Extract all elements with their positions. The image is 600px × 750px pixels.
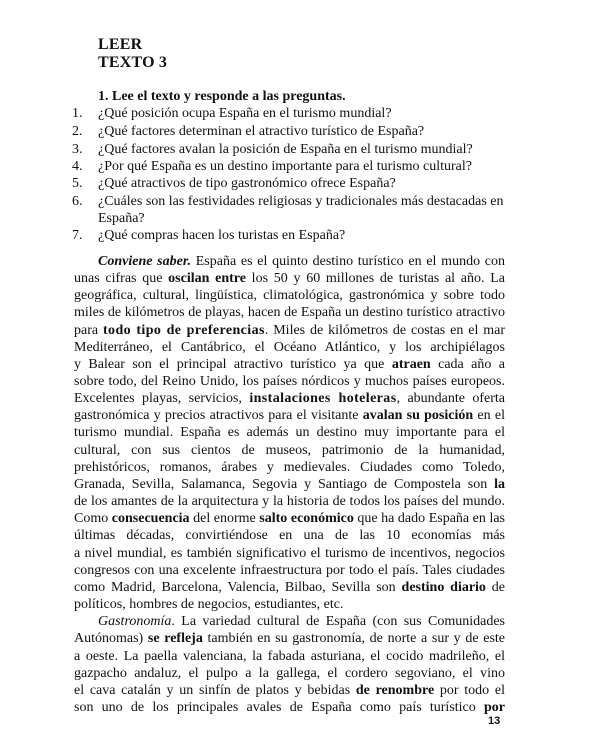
question-text: ¿Qué factores determinan el atractivo turístico de España? bbox=[98, 124, 425, 139]
paragraph-line bbox=[74, 425, 505, 441]
paragraph-line bbox=[74, 408, 505, 424]
key-term: destino diario bbox=[401, 580, 486, 595]
text-run: por todo el bbox=[439, 683, 505, 698]
paragraph-line bbox=[74, 631, 505, 647]
paragraph-line bbox=[74, 323, 505, 339]
paragraph-line bbox=[98, 614, 505, 630]
question-number: 1. bbox=[72, 106, 83, 121]
paragraph-line bbox=[74, 271, 505, 287]
text-run: de los amantes de la arquitectura y la historia de todos los países del mundo. bbox=[74, 494, 505, 509]
paragraph-line bbox=[74, 391, 505, 407]
lead-term: Conviene saber. bbox=[98, 254, 192, 269]
question-number: 7. bbox=[72, 228, 83, 243]
paragraph-line bbox=[74, 340, 505, 356]
question-number: 5. bbox=[72, 176, 83, 191]
paragraph-line bbox=[74, 374, 505, 390]
text-run: gazpacho andaluz, el pulpo a la gallega, el cordero segoviano, el vino bbox=[74, 666, 505, 681]
text-run: últimas décadas, convirtiéndose en una de las 10 economías más bbox=[74, 528, 505, 543]
question-text: ¿Qué compras hacen los turistas en España? bbox=[98, 228, 346, 243]
text-run: a nivel mundial, es también significativo el turismo de incentivos, negocios bbox=[74, 546, 505, 561]
question-text: ¿Cuáles son las festividades religiosas y tradicionales más destacadas en bbox=[98, 194, 504, 209]
text-run: a oeste. La paella valenciana, la fabada asturiana, el cocido madrileño, el bbox=[74, 649, 505, 664]
question-number: 2. bbox=[72, 124, 83, 139]
paragraph-line bbox=[74, 597, 505, 613]
key-term: de renombre bbox=[355, 683, 435, 698]
paragraph-line bbox=[74, 546, 505, 562]
key-term: todo tipo de preferencias bbox=[103, 323, 265, 338]
page-number: 13 bbox=[488, 715, 501, 727]
text-run: los 50 y 60 millones de turistas al año. La bbox=[251, 271, 505, 286]
paragraph-line bbox=[98, 254, 505, 270]
text-run: Mediterráneo, el Cantábrico, el Océano Atlántico, y los archipiélagos bbox=[74, 340, 505, 355]
key-term: por bbox=[484, 700, 505, 715]
text-run: son uno de los principales avales de España como país turístico bbox=[74, 700, 484, 715]
text-run: Autónomas) bbox=[74, 631, 148, 646]
text-run: prehistóricos, romanos, árabes y medievales. Ciudades como Toledo, bbox=[74, 460, 505, 475]
text-run: y Balear son el principal atractivo turístico ya que bbox=[74, 357, 392, 372]
text-run: políticos, hombres de negocios, estudiantes, etc. bbox=[74, 597, 344, 612]
paragraph-line bbox=[74, 443, 505, 459]
text-run: que ha dado España en las bbox=[353, 511, 505, 526]
key-term: salto económico bbox=[259, 511, 354, 526]
key-term: atraen bbox=[391, 357, 431, 372]
paragraph-line bbox=[74, 477, 505, 493]
paragraph-line bbox=[74, 305, 505, 321]
text-run: cada año a bbox=[438, 357, 505, 372]
paragraph-line bbox=[74, 494, 505, 510]
text-run: también en su gastronomía, de norte a sur y de este bbox=[202, 631, 505, 646]
paragraph-line bbox=[74, 563, 505, 579]
question-text: España? bbox=[98, 211, 145, 226]
text-run: Granada, Sevilla, Salamanca, Segovia y Santiago de Compostela son bbox=[74, 477, 495, 492]
text-run: Excelentes playas, servicios, bbox=[74, 391, 250, 406]
paragraph-line bbox=[74, 288, 505, 304]
section-heading: LEER bbox=[98, 36, 143, 53]
exercise-instruction: 1. Lee el texto y responde a las preguntas. bbox=[98, 89, 346, 104]
text-run: de bbox=[485, 580, 505, 595]
key-term: avalan su posición bbox=[362, 408, 474, 423]
key-term: oscilan entre bbox=[168, 271, 246, 286]
text-run: . Miles de kilómetros de costas en el mar bbox=[264, 323, 505, 338]
text-run: del enorme bbox=[189, 511, 260, 526]
text-run: congresos con una excelente infraestructura por todo el país. Tales ciudades bbox=[74, 563, 505, 578]
key-term: consecuencia bbox=[111, 511, 190, 526]
text-run: miles de kilómetros de playas, hacen de España un destino turístico atractivo bbox=[74, 305, 505, 320]
question-text: ¿Qué atractivos de tipo gastronómico ofrece España? bbox=[98, 176, 396, 191]
key-term: instalaciones hoteleras bbox=[249, 391, 397, 406]
question-text: ¿Qué factores avalan la posición de España en el turismo mundial? bbox=[98, 142, 473, 157]
question-number: 4. bbox=[72, 159, 83, 174]
paragraph-line bbox=[74, 511, 505, 527]
paragraph-line bbox=[74, 683, 505, 699]
text-run: el cava catalán y un sinfín de platos y bebidas bbox=[74, 683, 356, 698]
lead-term: Gastronomía bbox=[98, 614, 172, 629]
question-text: ¿Por qué España es un destino importante para el turismo cultural? bbox=[98, 159, 473, 174]
key-term: la bbox=[494, 477, 505, 492]
text-run: para bbox=[74, 323, 103, 338]
text-run: en el bbox=[473, 408, 505, 423]
text-run: Como bbox=[74, 511, 112, 526]
text-run: . La variedad cultural de España (con sus Comunidades bbox=[171, 614, 505, 629]
paragraph-line bbox=[74, 700, 505, 716]
text-run: sobre todo, del Reino Unido, los países nórdicos y muchos países europeos. bbox=[74, 374, 505, 389]
text-run: cultural, con sus cientos de museos, patrimonio de la humanidad, bbox=[74, 443, 505, 458]
text-run: turismo mundial. España es además un destino muy importante para el bbox=[74, 425, 505, 440]
question-number: 3. bbox=[72, 142, 83, 157]
paragraph-line bbox=[74, 460, 505, 476]
key-term: se refleja bbox=[147, 631, 203, 646]
paragraph-line bbox=[74, 666, 505, 682]
paragraph-line bbox=[74, 357, 505, 373]
text-heading: TEXTO 3 bbox=[98, 54, 168, 71]
text-run: gastronómica y precios atractivos para el visitante bbox=[74, 408, 363, 423]
text-run: unas cifras que bbox=[74, 271, 169, 286]
text-run: geográfica, cultural, lingüística, climatológica, gastronómica y sobre todo bbox=[74, 288, 505, 303]
paragraph-line bbox=[74, 649, 505, 665]
paragraph-line bbox=[74, 528, 505, 544]
question-text: ¿Qué posición ocupa España en el turismo mundial? bbox=[98, 106, 392, 121]
paragraph-line bbox=[74, 580, 505, 596]
text-run: España es el quinto destino turístico en el mundo con bbox=[191, 254, 505, 269]
text-run: como Madrid, Barcelona, Valencia, Bilbao, Sevilla son bbox=[74, 580, 402, 595]
text-run: , abundante oferta bbox=[396, 391, 505, 406]
question-number: 6. bbox=[72, 194, 83, 209]
